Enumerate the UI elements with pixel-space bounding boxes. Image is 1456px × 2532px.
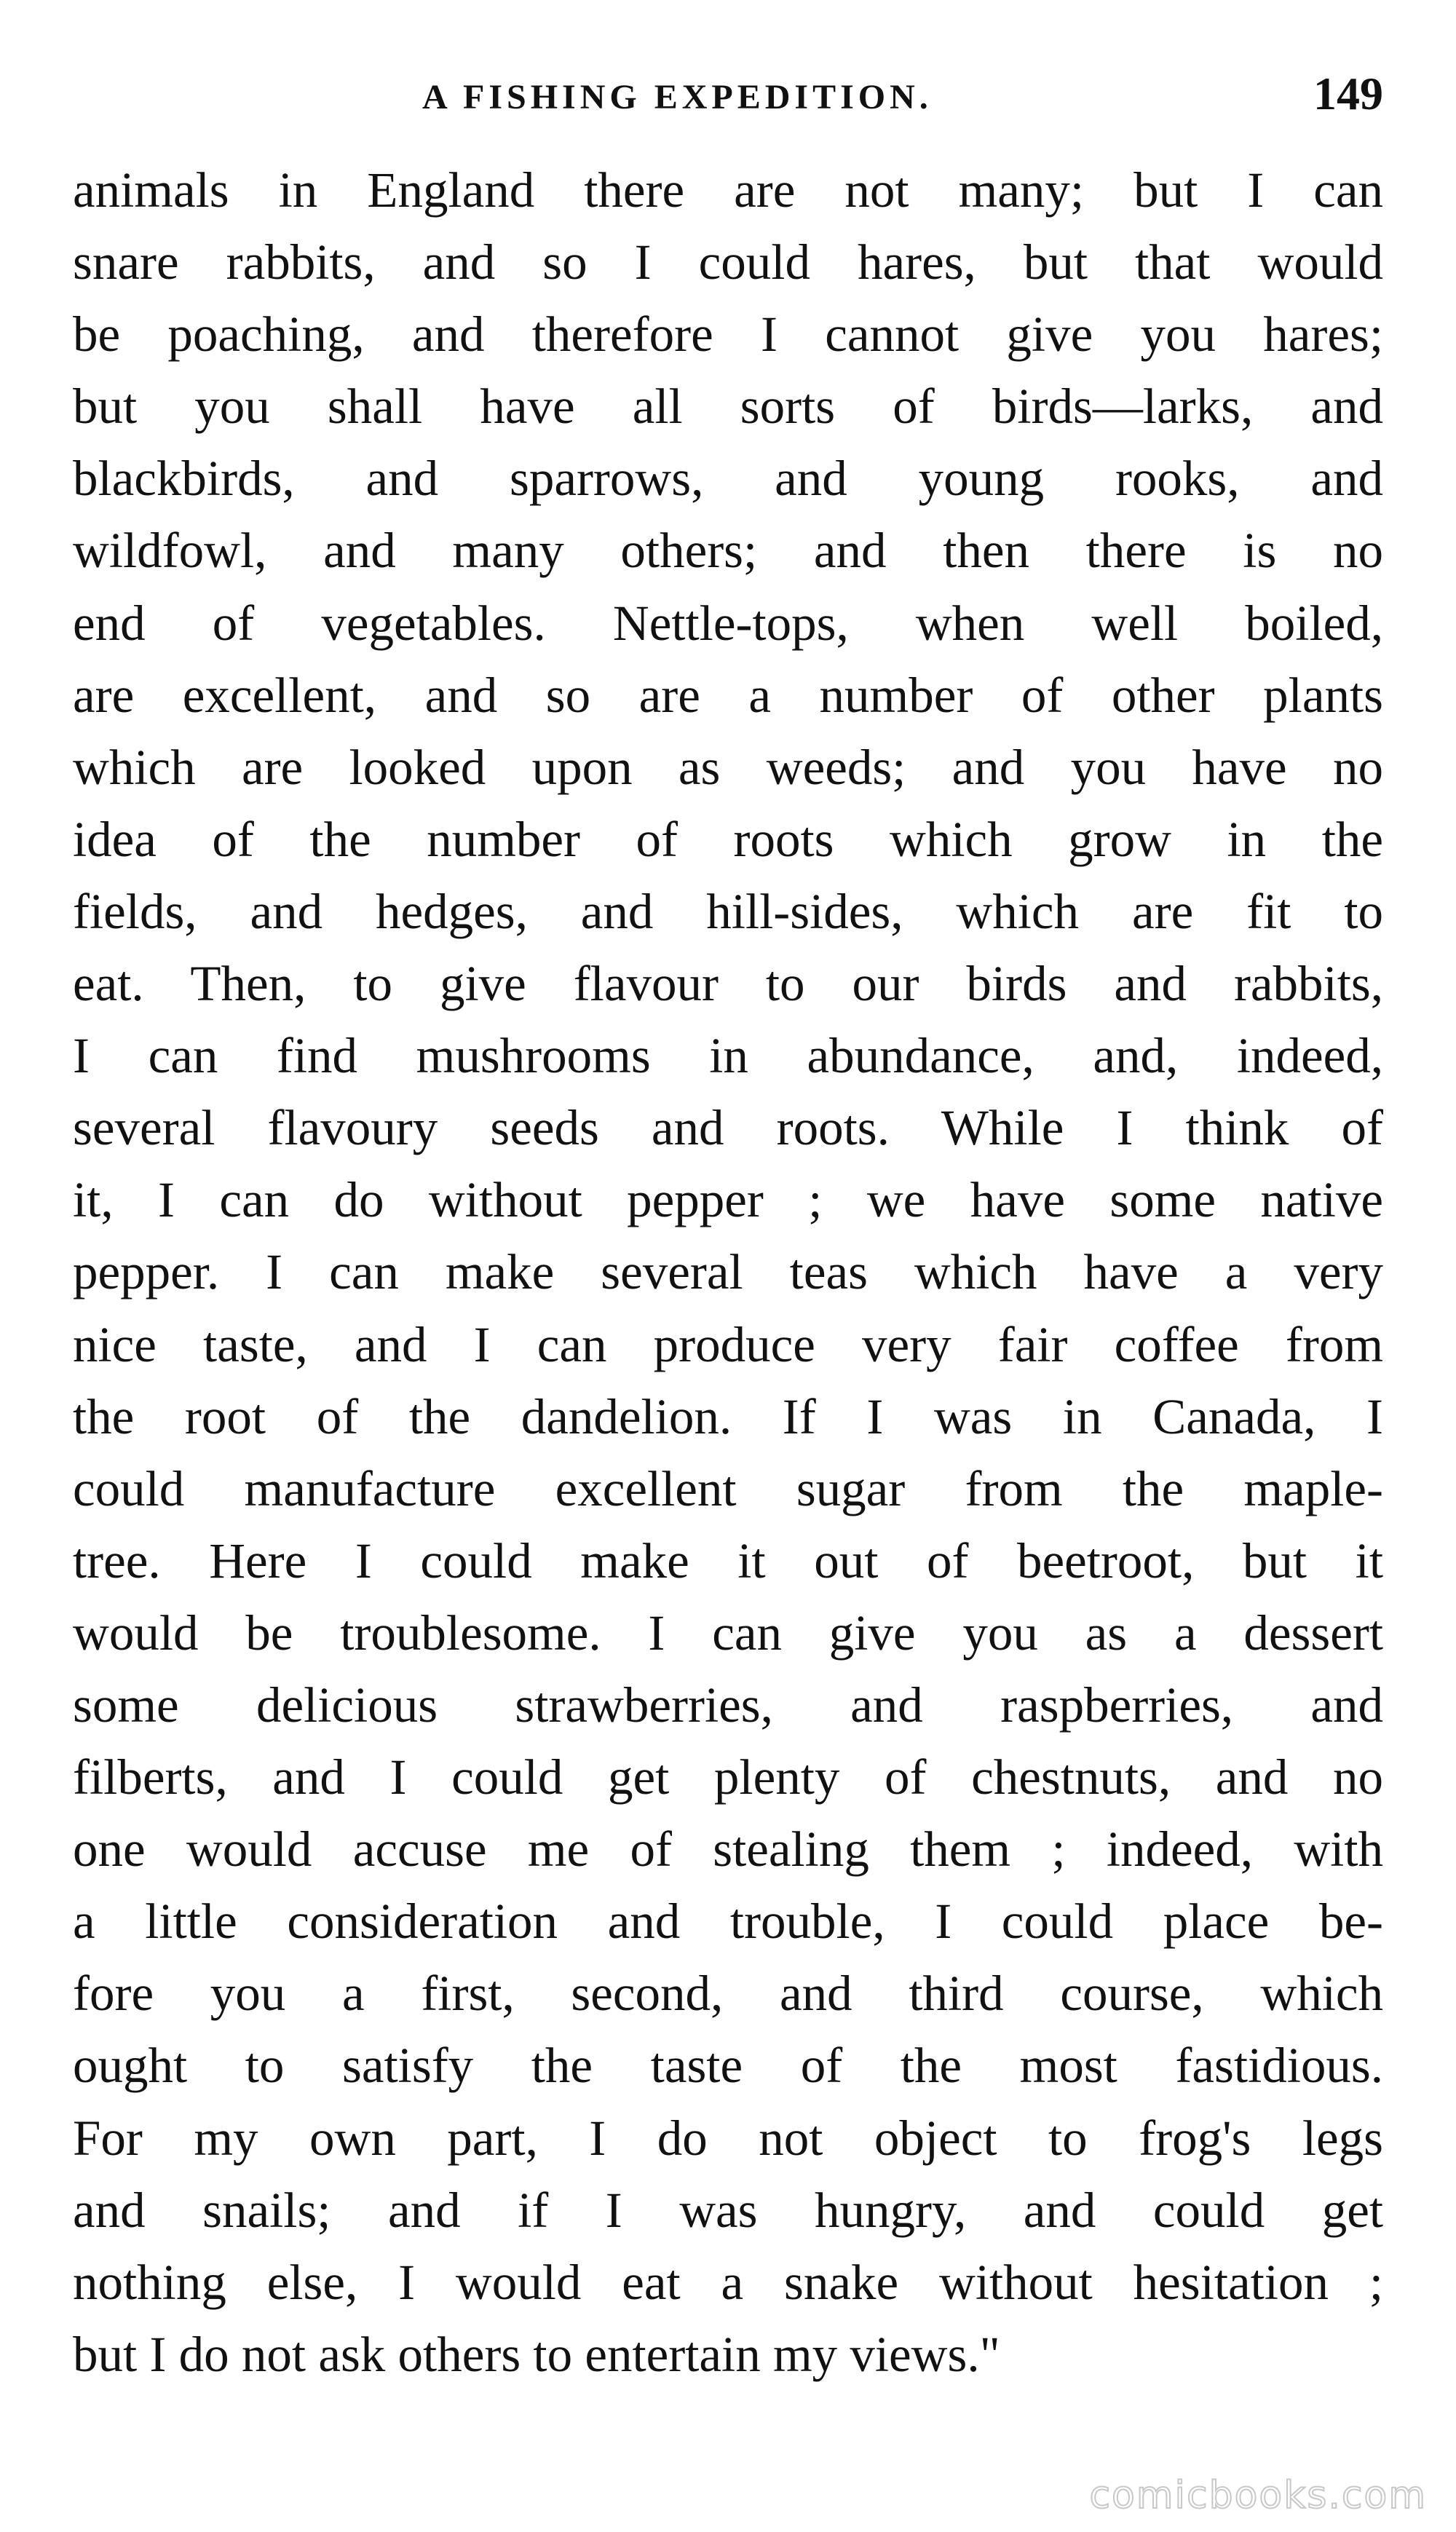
text-line: filberts, and I could get plenty of chestnuts, and no bbox=[73, 1749, 1383, 1805]
running-title: A FISHING EXPEDITION. bbox=[422, 78, 933, 116]
text-line: wildfowl, and many others; and then there is no bbox=[73, 523, 1383, 579]
text-line: be poaching, and therefore I cannot give you hares; bbox=[73, 306, 1383, 363]
text-line: snare rabbits, and so I could hares, but that would bbox=[73, 234, 1383, 290]
running-head bbox=[0, 67, 1456, 132]
text-line: some delicious strawberries, and raspberries, and bbox=[73, 1677, 1383, 1733]
text-line: several flavoury seeds and roots. While I think of bbox=[73, 1100, 1383, 1156]
text-line: are excellent, and so are a number of other plants bbox=[73, 667, 1383, 723]
text-line: fore you a first, second, and third course, which bbox=[73, 1966, 1383, 2022]
text-line: For my own part, I do not object to frog's legs bbox=[73, 2110, 1383, 2166]
body-text bbox=[73, 154, 1383, 2391]
text-line: one would accuse me of stealing them ; indeed, with bbox=[73, 1821, 1383, 1878]
text-line: idea of the number of roots which grow in the bbox=[73, 811, 1383, 867]
text-line: and snails; and if I was hungry, and could get bbox=[73, 2182, 1383, 2238]
text-line: nothing else, I would eat a snake without hesitation ; bbox=[73, 2254, 1383, 2310]
text-line: which are looked upon as weeds; and you have no bbox=[73, 739, 1383, 795]
text-line: it, I can do without pepper ; we have some native bbox=[73, 1172, 1383, 1228]
text-line: would be troublesome. I can give you as a dessert bbox=[73, 1605, 1383, 1661]
text-line: fields, and hedges, and hill-sides, which are fit to bbox=[73, 883, 1383, 939]
text-line: pepper. I can make several teas which have a very bbox=[73, 1244, 1383, 1300]
text-line: the root of the dandelion. If I was in Canada, I bbox=[73, 1388, 1383, 1444]
text-line: end of vegetables. Nettle-tops, when well boiled, bbox=[73, 595, 1383, 651]
text-line: could manufacture excellent sugar from the maple- bbox=[73, 1460, 1383, 1516]
text-line: but you shall have all sorts of birds—larks, and bbox=[73, 379, 1383, 435]
text-line: nice taste, and I can produce very fair coffee from bbox=[73, 1316, 1383, 1372]
text-line: a little consideration and trouble, I could place be- bbox=[73, 1894, 1383, 1950]
watermark: comicbooks.com bbox=[1089, 2474, 1427, 2517]
text-line: but I do not ask others to entertain my views." bbox=[73, 2326, 1000, 2382]
text-line: ought to satisfy the taste of the most fastidious. bbox=[73, 2038, 1383, 2094]
page-number: 149 bbox=[1313, 68, 1383, 119]
text-line: blackbirds, and sparrows, and young rooks, and bbox=[73, 451, 1383, 507]
text-line: animals in England there are not many; but I can bbox=[73, 162, 1383, 218]
text-line: tree. Here I could make it out of beetroot, but it bbox=[73, 1532, 1383, 1589]
text-line: eat. Then, to give flavour to our birds and rabbits, bbox=[73, 956, 1383, 1012]
text-line: I can find mushrooms in abundance, and, indeed, bbox=[73, 1028, 1383, 1084]
